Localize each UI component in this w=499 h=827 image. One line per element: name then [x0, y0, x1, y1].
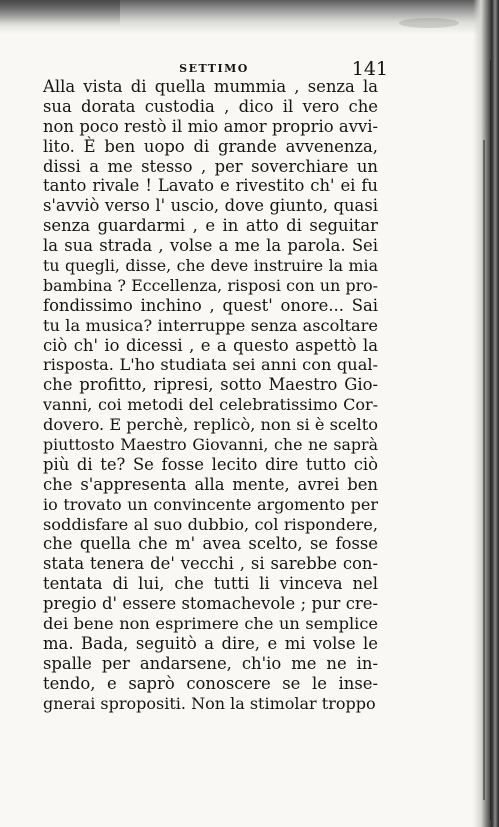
page-edge-line	[483, 140, 485, 800]
text-line: soddisfare al suo dubbio, col rispondere,	[43, 514, 378, 534]
text-line: dovero. E perchè, replicò, non si è scelto	[43, 415, 378, 435]
text-line: tanto rivale ! Lavato e rivestito ch' ei fu	[43, 176, 378, 196]
scan-shadow-corner	[0, 0, 120, 26]
text-line: che quella che m' avea scelto, se fosse	[43, 534, 378, 554]
text-line: gnerai spropositi. Non la stimolar troppo	[43, 693, 376, 713]
page-edge-line	[490, 60, 491, 820]
text-line: pregio d' essere stomachevole ; pur cre-	[43, 594, 378, 614]
text-line: dei bene non esprimere che un semplice	[43, 614, 378, 634]
text-line: tendo, e saprò conoscere se le inse-	[43, 673, 378, 693]
text-line: bambina ? Eccellenza, risposi con un pro-	[43, 275, 378, 295]
paper-stain	[399, 18, 459, 28]
text-line: vanni, coi metodi del celebratissimo Cor-	[43, 395, 378, 415]
text-line: lito. È ben uopo di grande avvenenza,	[43, 136, 378, 156]
text-line: risposta. L'ho studiata sei anni con qual-	[43, 355, 378, 375]
text-line: che s'appresenta alla mente, avrei ben	[43, 474, 378, 494]
text-line: sua dorata custodia , dico il vero che	[43, 96, 378, 116]
text-line: stata tenera de' vecchi , si sarebbe con-	[43, 554, 378, 574]
text-line: ma. Bada, seguitò a dire, e mi volse le	[43, 633, 378, 653]
text-line: fondissimo inchino , quest' onore... Sai	[43, 295, 378, 315]
body-text	[43, 77, 378, 714]
text-line: la sua strada , volse a me la parola. Sei	[43, 236, 378, 256]
text-line: tentata di lui, che tutti li vinceva nel	[43, 574, 378, 594]
page-edge-stack	[473, 0, 499, 827]
text-line: senza guardarmi , e in atto di seguitar	[43, 216, 378, 236]
text-line: dissi a me stesso , per soverchiare un	[43, 156, 378, 176]
text-line: spalle per andarsene, ch'io me ne in-	[43, 653, 378, 673]
page-number: 141	[351, 58, 388, 80]
text-line: ciò ch' io dicessi , e a questo aspettò la	[43, 335, 378, 355]
text-line: più di te? Se fosse lecito dire tutto ciò	[43, 454, 378, 474]
text-line: tu la musica? interruppe senza ascoltare	[43, 315, 378, 335]
text-line: che profitto, ripresi, sotto Maestro Gio-	[43, 375, 378, 395]
text-line: io trovato un convincente argomento per	[43, 494, 378, 514]
text-line: piuttosto Maestro Giovanni, che ne saprà	[43, 435, 378, 455]
text-line: s'avviò verso l' uscio, dove giunto, quasi	[43, 196, 378, 216]
text-line: non poco restò il mio amor proprio avvi-	[43, 116, 378, 136]
text-line: Alla vista di quella mummia , senza la	[43, 77, 378, 96]
running-head: SETTIMO	[179, 62, 249, 75]
text-line: tu quegli, disse, che deve instruire la mia	[43, 256, 378, 276]
